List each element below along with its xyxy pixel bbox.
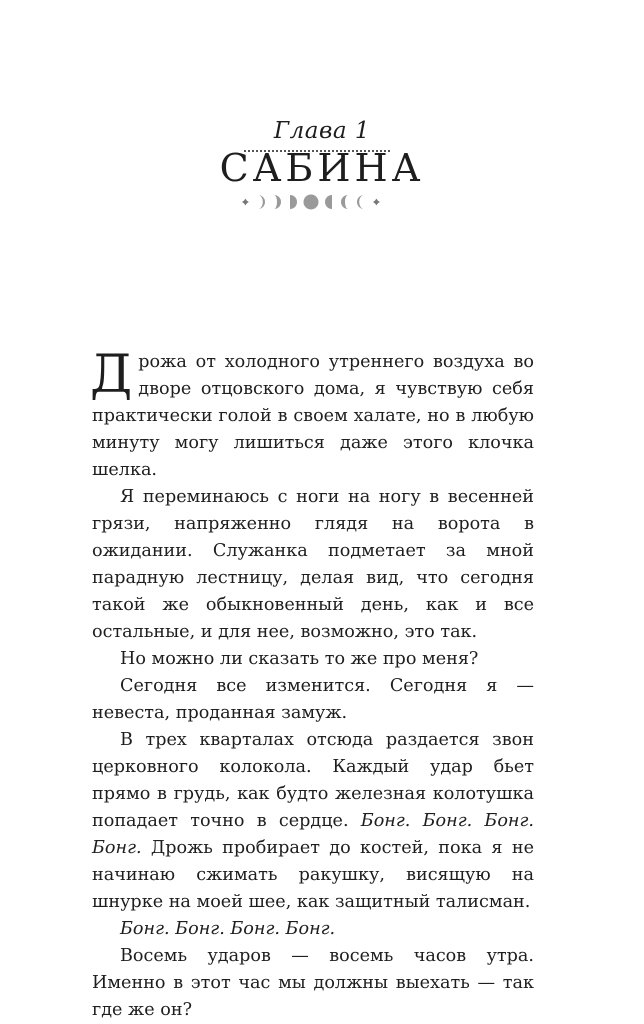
moon-phases-icon xyxy=(236,192,386,212)
paragraph-7: Восемь ударов — восемь часов утра. Именно в этот час мы должны выехать — так где же он? xyxy=(92,946,534,1020)
paragraph-4: Сегодня все изменится. Сегодня я — невеста, проданная замуж. xyxy=(92,676,534,723)
paragraph-5 xyxy=(92,727,534,916)
chapter-label: Глава 1 xyxy=(273,118,371,144)
paragraph-1-text: рожа от холодного утреннего воздуха во дворе отцовского дома, я чувствую себя практически голой в своем халате, но в любую минуту могу лишиться даже этого клочка шелка. xyxy=(92,352,534,480)
chapter-title: САБИНА xyxy=(219,146,425,190)
paragraph-2: Я переминаюсь с ноги на ногу в весенней грязи, напряженно глядя на ворота в ожидании. Служанка подметает за мной парадную лестницу, делая вид, что сегодня такой же обыкновенный день, как и все остальные, и для нее, возможно, это так. xyxy=(92,487,534,642)
paragraph-5-text-b: Дрожь пробирает до костей, пока я не начинаю сжимать ракушку, висящую на шнурке на моей шее, как защитный талисман. xyxy=(92,838,534,912)
paragraph-5-italic: Бонг. Бонг. Бонг. Бонг. xyxy=(92,811,534,858)
paragraph-3: Но можно ли сказать то же про меня? xyxy=(120,649,479,669)
paragraph-5-text-a: В трех кварталах отсюда раздается звон церковного колокола. Каждый удар бьет прямо в грудь, как будто железная колотушка попадает точно в сердце. xyxy=(92,730,534,831)
paragraph-1 xyxy=(90,345,534,484)
paragraph-6: Бонг. Бонг. Бонг. Бонг. xyxy=(120,919,336,939)
chapter-body xyxy=(90,345,534,1024)
drop-cap: Д xyxy=(90,345,133,405)
